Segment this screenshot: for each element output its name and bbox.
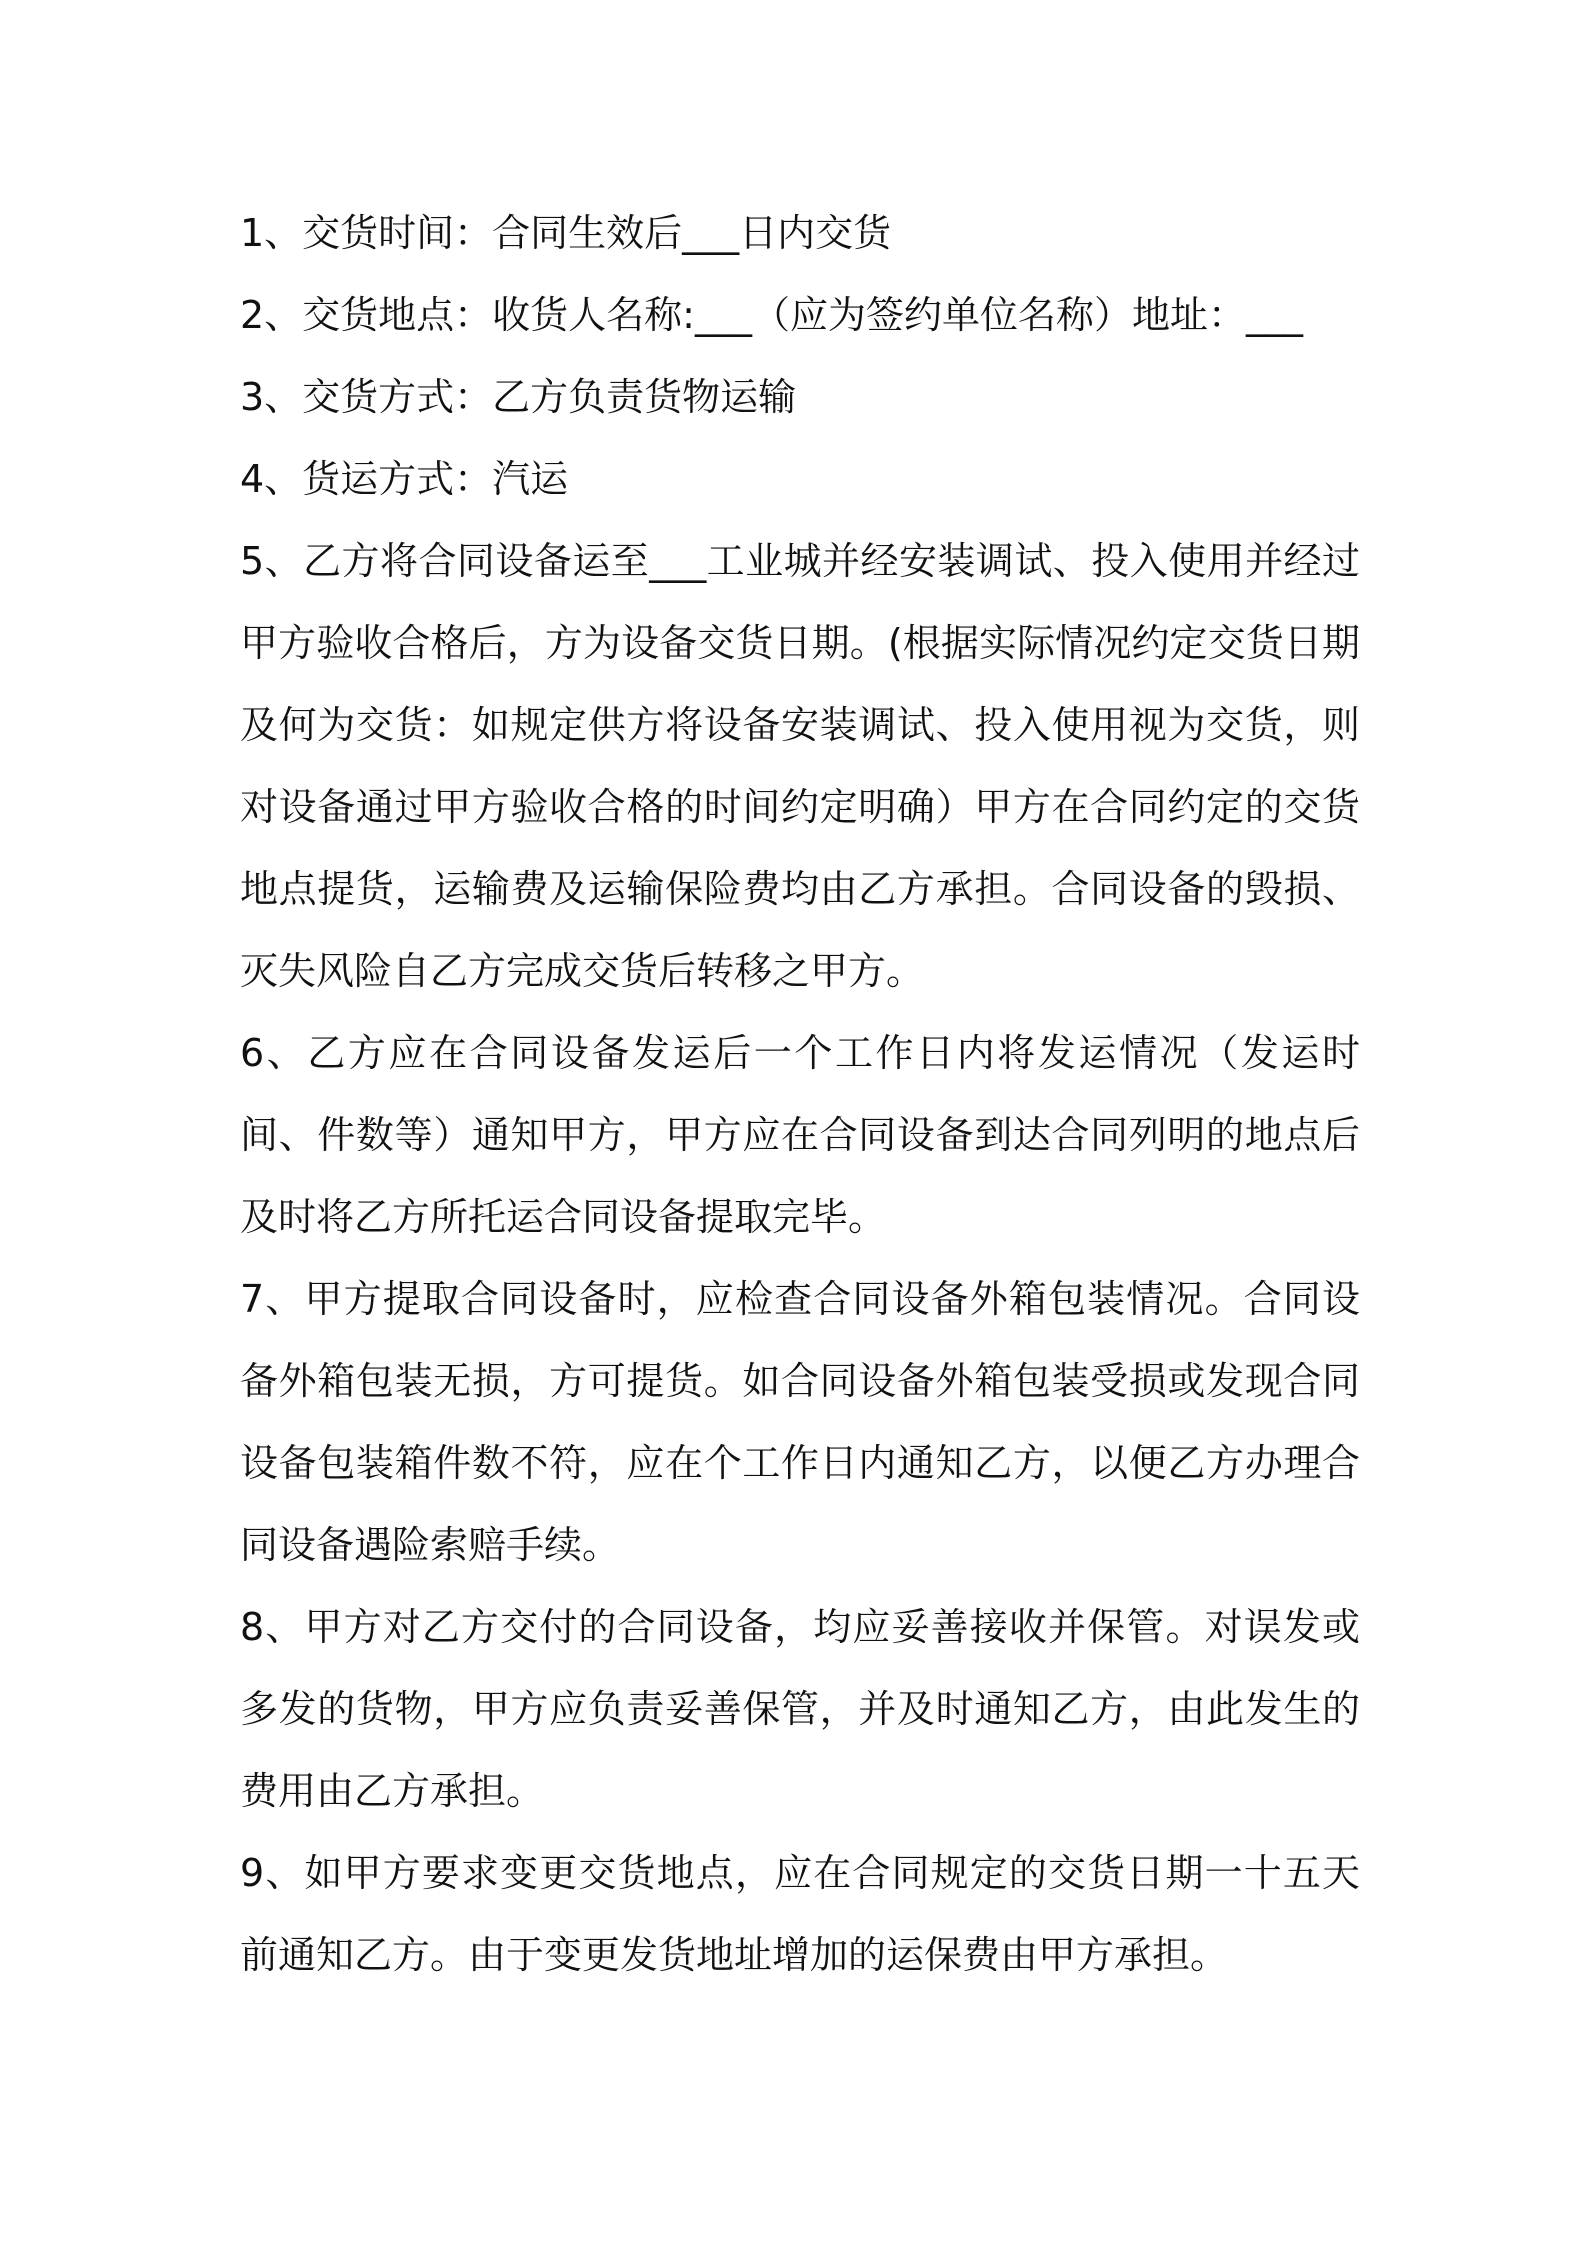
clause-9: 9、如甲方要求变更交货地点，应在合同规定的交货日期一十五天前通知乙方。由于变更发货地址增加的运保费由甲方承担。 bbox=[240, 1851, 1360, 1977]
clause-4: 4、货运方式：汽运 bbox=[240, 457, 569, 501]
document-body bbox=[240, 192, 1360, 1996]
clause-5: 5、乙方将合同设备运至___工业城并经安装调试、投入使用并经过甲方验收合格后，方为设备交货日期。(根据实际情况约定交货日期及何为交货：如规定供方将设备安装调试、投入使用视为交货，则对设备通过甲方验收合格的时间约定明确）甲方在合同约定的交货地点提货，运输费及运输保险费均由乙方承担。合同设备的毁损、灭失风险自乙方完成交货后转移之甲方。 bbox=[240, 539, 1360, 993]
clause-2: 2、交货地点：收货人名称:___（应为签约单位名称）地址：___ bbox=[240, 293, 1303, 337]
clause-6: 6、乙方应在合同设备发运后一个工作日内将发运情况（发运时间、件数等）通知甲方，甲方应在合同设备到达合同列明的地点后及时将乙方所托运合同设备提取完毕。 bbox=[240, 1031, 1360, 1239]
clause-7: 7、甲方提取合同设备时，应检查合同设备外箱包装情况。合同设备外箱包装无损，方可提货。如合同设备外箱包装受损或发现合同设备包装箱件数不符，应在个工作日内通知乙方，以便乙方办理合同设备遇险索赔手续。 bbox=[240, 1277, 1360, 1567]
clause-1: 1、交货时间：合同生效后___日内交货 bbox=[240, 211, 892, 255]
clause-8: 8、甲方对乙方交付的合同设备，均应妥善接收并保管。对误发或多发的货物，甲方应负责妥善保管，并及时通知乙方，由此发生的费用由乙方承担。 bbox=[240, 1605, 1360, 1813]
clause-3: 3、交货方式：乙方负责货物运输 bbox=[240, 375, 797, 419]
